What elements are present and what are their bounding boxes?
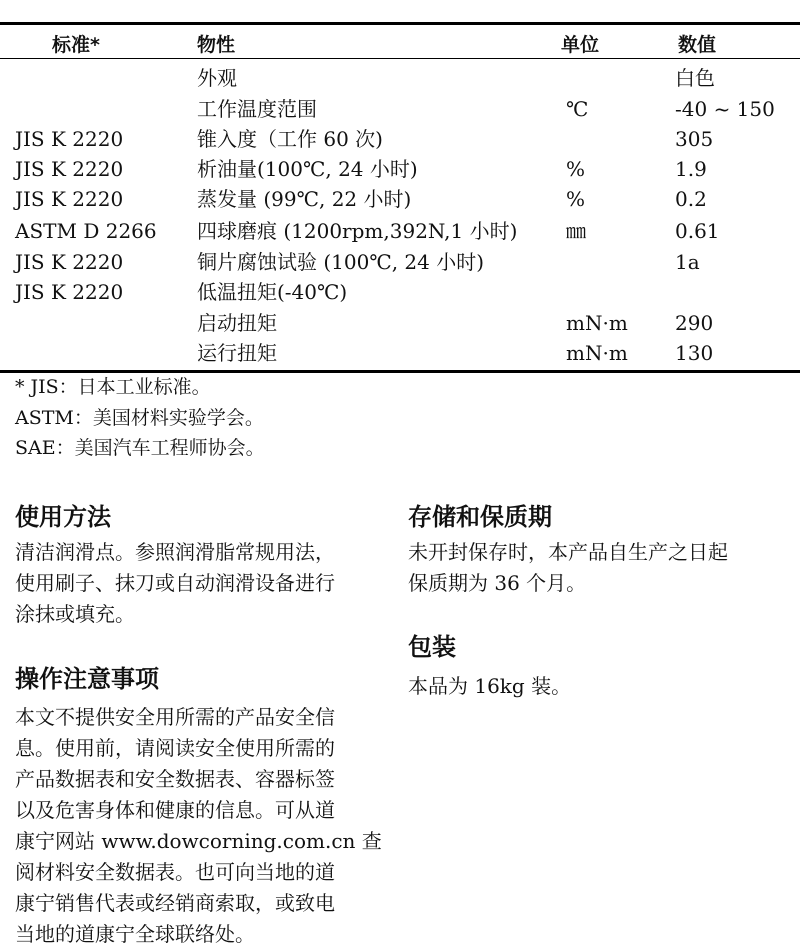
- footnotes: [15, 372, 265, 464]
- table-row: [0, 277, 800, 307]
- cell-value: 1a: [675, 250, 700, 274]
- packaging-body: [408, 671, 571, 702]
- usage-body: [15, 537, 335, 630]
- handling-line: 以及危害身体和健康的信息。可从道: [15, 798, 335, 822]
- cell-property: 运行扭矩: [197, 341, 277, 365]
- header-property: 物性: [197, 34, 236, 56]
- storage-line: 未开封保存时，本产品自生产之日起: [408, 540, 728, 564]
- cell-unit: mN·m: [566, 311, 628, 335]
- footnote: ASTM：美国材料实验学会。: [15, 406, 264, 429]
- table-row: [0, 94, 800, 124]
- cell-property: 工作温度范围: [197, 97, 317, 121]
- cell-unit: mN·m: [566, 341, 628, 365]
- handling-line: 当地的道康宁全球联络处。: [15, 922, 255, 946]
- cell-property: 析油量(100℃, 24 小时): [197, 157, 418, 181]
- packaging-title: 包装: [408, 633, 456, 661]
- cell-value: 1.9: [675, 157, 707, 181]
- table-row: [0, 308, 800, 338]
- header-unit: 单位: [561, 34, 600, 56]
- cell-standard: ASTM D 2266: [15, 219, 157, 243]
- usage-line: 涂抹或填充。: [15, 602, 135, 626]
- handling-line: 产品数据表和安全数据表、容器标签: [15, 767, 335, 791]
- cell-value: 305: [675, 127, 714, 151]
- cell-unit: %: [566, 157, 586, 181]
- table-row: [0, 63, 800, 93]
- handling-line: 息。使用前，请阅读安全使用所需的: [15, 736, 335, 760]
- usage-title: 使用方法: [15, 503, 111, 531]
- usage-line: 清洁润滑点。参照润滑脂常规用法，: [15, 540, 335, 564]
- table-row: [0, 184, 800, 214]
- cell-value: 0.61: [675, 219, 720, 243]
- handling-title: 操作注意事项: [15, 665, 159, 693]
- handling-line: 康宁网站 www.dowcorning.com.cn 查: [15, 829, 382, 853]
- cell-property: 启动扭矩: [197, 311, 277, 335]
- table-row: [0, 154, 800, 184]
- cell-property: 外观: [197, 66, 237, 90]
- storage-body: [408, 537, 728, 599]
- cell-value: 130: [675, 341, 714, 365]
- storage-title: 存储和保质期: [408, 503, 552, 531]
- footnote: SAE：美国汽车工程师协会。: [15, 437, 265, 459]
- cell-standard: JIS K 2220: [15, 280, 124, 304]
- header-value: 数值: [678, 34, 717, 56]
- table-header-rule: [0, 58, 800, 59]
- storage-line: 保质期为 36 个月。: [408, 571, 587, 595]
- packaging-line: 本品为 16kg 装。: [408, 674, 572, 698]
- footnote: * JIS：日本工业标准。: [15, 376, 211, 398]
- cell-property: 蒸发量 (99℃, 22 小时): [197, 187, 412, 211]
- cell-unit: ㎜: [566, 219, 586, 243]
- cell-standard: JIS K 2220: [15, 127, 124, 151]
- table-row: [0, 338, 800, 368]
- cell-property: 锥入度（工作 60 次): [197, 127, 383, 151]
- cell-value: 白色: [675, 66, 715, 90]
- cell-standard: JIS K 2220: [15, 157, 124, 181]
- cell-value: 0.2: [675, 187, 707, 211]
- cell-standard: JIS K 2220: [15, 187, 124, 211]
- table-top-rule: [0, 22, 800, 25]
- cell-unit: %: [566, 187, 586, 211]
- cell-value: -40 ~ 150: [675, 97, 775, 121]
- handling-line: 本文不提供安全用所需的产品安全信: [15, 705, 335, 729]
- cell-property: 低温扭矩(-40℃): [197, 280, 348, 304]
- handling-body: [15, 702, 382, 950]
- table-row: [0, 124, 800, 154]
- table-row: [0, 216, 800, 246]
- table-row: [0, 247, 800, 277]
- handling-line: 康宁销售代表或经销商索取，或致电: [15, 891, 335, 915]
- header-standard: 标准*: [52, 34, 100, 56]
- handling-line: 阅材料安全数据表。也可向当地的道: [15, 860, 335, 884]
- cell-value: 290: [675, 311, 714, 335]
- cell-property: 四球磨痕 (1200rpm,392N,1 小时): [197, 219, 518, 243]
- cell-unit: ℃: [566, 97, 589, 121]
- usage-line: 使用刷子、抹刀或自动润滑设备进行: [15, 571, 335, 595]
- cell-property: 铜片腐蚀试验 (100℃, 24 小时): [197, 250, 485, 274]
- cell-standard: JIS K 2220: [15, 250, 124, 274]
